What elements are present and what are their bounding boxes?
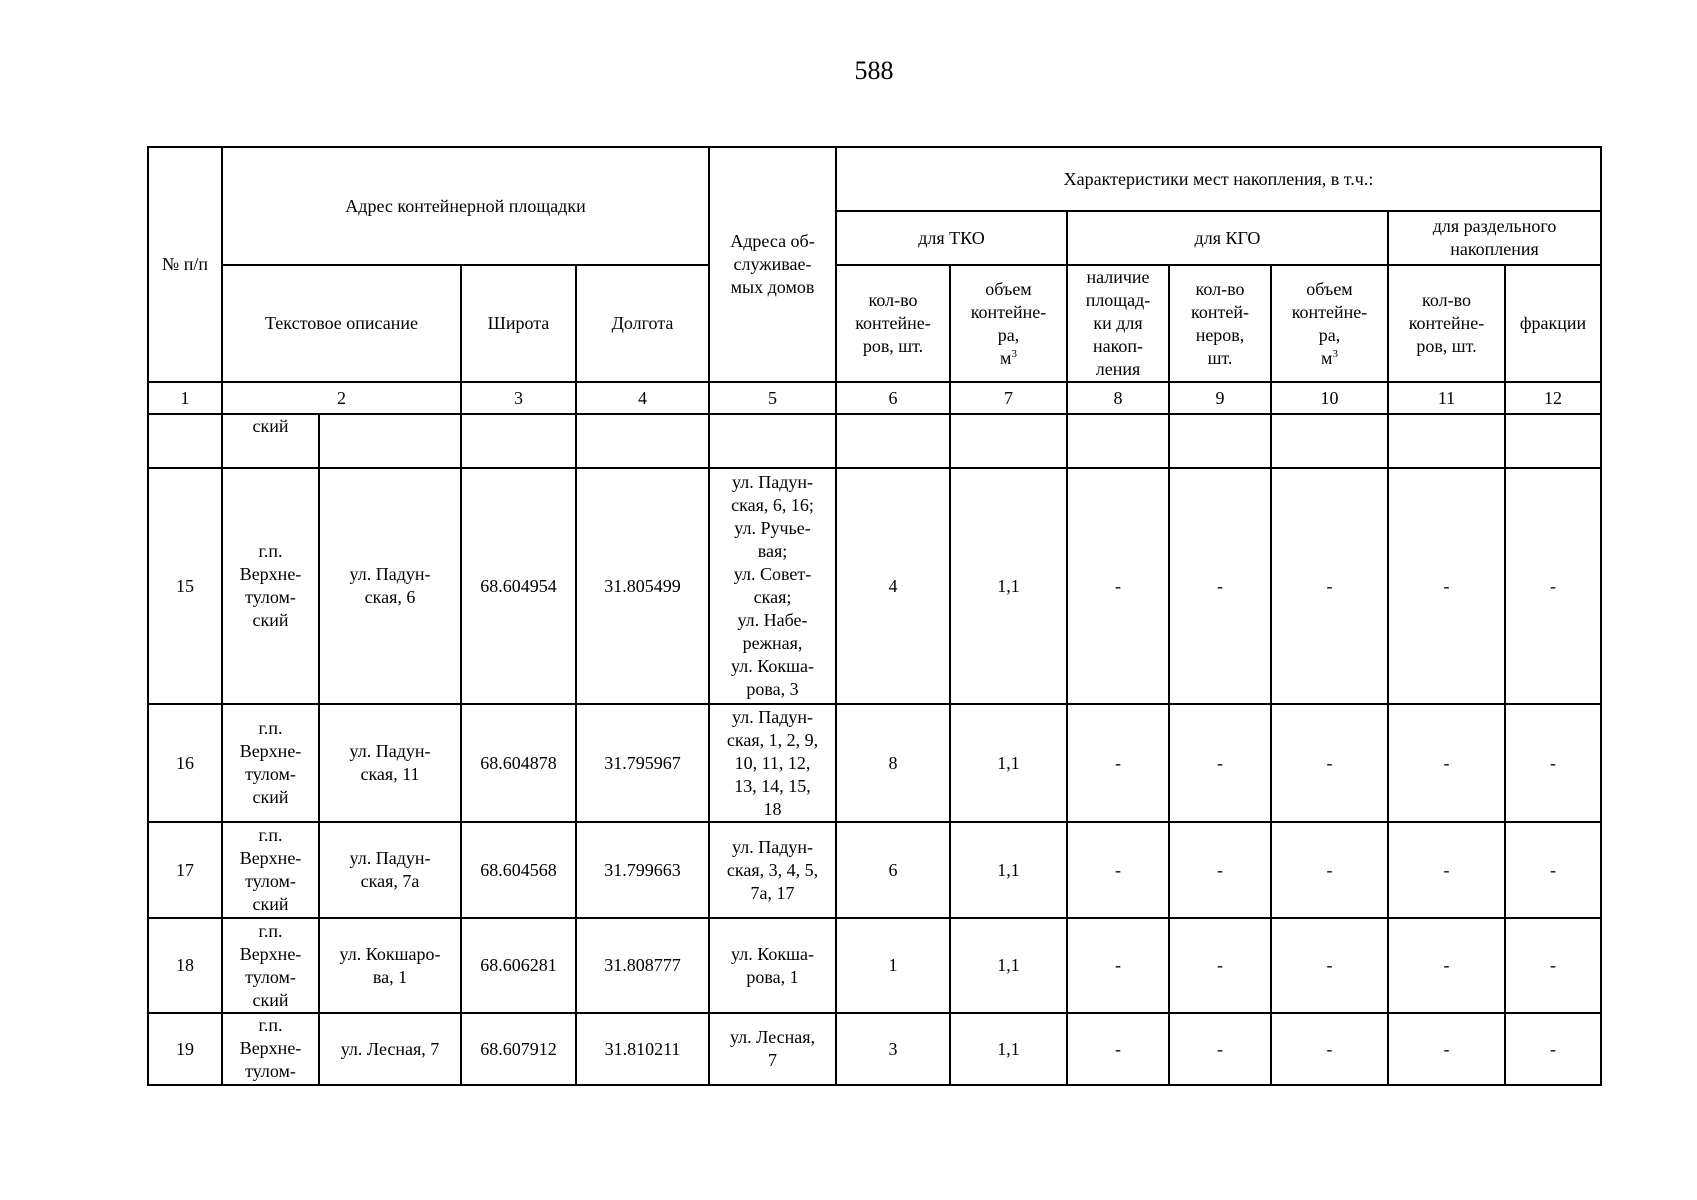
cell-kgo-count <box>1169 414 1271 468</box>
cell-sep-count <box>1388 414 1505 468</box>
cell-sep-fractions: - <box>1505 1013 1601 1085</box>
cell-settlement: г.п. Верхне- тулом- ский <box>222 822 319 918</box>
column-number: 3 <box>461 382 576 414</box>
cell-served: ул. Падун- ская, 1, 2, 9, 10, 11, 12, 13, 14, 15, 18 <box>709 704 836 822</box>
cell-kgo-volume <box>1271 414 1388 468</box>
cell-kgo-volume: - <box>1271 1013 1388 1085</box>
continuation-row <box>148 414 1601 468</box>
column-number: 2 <box>222 382 461 414</box>
cell-tko-count: 8 <box>836 704 950 822</box>
cell-street <box>319 414 461 468</box>
cell-street: ул. Падун- ская, 11 <box>319 704 461 822</box>
header-row-no: № п/п <box>148 147 222 382</box>
cell-served: ул. Кокша- рова, 1 <box>709 918 836 1013</box>
cell-settlement: г.п. Верхне- тулом- ский <box>222 704 319 822</box>
header-served-houses: Адреса об- служивае- мых домов <box>709 147 836 382</box>
cell-tko-volume: 1,1 <box>950 468 1067 704</box>
cell-kgo-count: - <box>1169 704 1271 822</box>
cell-lat <box>461 414 576 468</box>
header-tko: для ТКО <box>836 211 1067 265</box>
header-kgo-volume-unit: $м^3$ <box>1321 347 1338 368</box>
header-tko-volume <box>950 265 1067 382</box>
header-tko-count: кол-во контейне- ров, шт. <box>836 265 950 382</box>
cell-kgo-volume: - <box>1271 704 1388 822</box>
cell-kgo-volume: - <box>1271 822 1388 918</box>
cell-kgo-count: - <box>1169 822 1271 918</box>
cell-kgo-count: - <box>1169 918 1271 1013</box>
column-number-row <box>148 382 1601 414</box>
cell-settlement: г.п. Верхне- тулом- ский <box>222 918 319 1013</box>
column-number: 12 <box>1505 382 1601 414</box>
column-number: 9 <box>1169 382 1271 414</box>
column-number: 6 <box>836 382 950 414</box>
cell-lat: 68.604954 <box>461 468 576 704</box>
cell-tko-count: 3 <box>836 1013 950 1085</box>
cell-sep-fractions: - <box>1505 468 1601 704</box>
cell-lon: 31.810211 <box>576 1013 709 1085</box>
cell-lat: 68.604878 <box>461 704 576 822</box>
header-text-description: Текстовое описание <box>222 265 461 382</box>
cell-tko-count: 4 <box>836 468 950 704</box>
header-kgo-volume-label: объем контейне- ра, <box>1291 278 1368 345</box>
column-number: 4 <box>576 382 709 414</box>
table-row <box>148 822 1601 918</box>
cell-tko-volume: 1,1 <box>950 1013 1067 1085</box>
table-row <box>148 468 1601 704</box>
column-number: 7 <box>950 382 1067 414</box>
cell-tko-count <box>836 414 950 468</box>
column-number: 10 <box>1271 382 1388 414</box>
cell-street: ул. Падун- ская, 7а <box>319 822 461 918</box>
cell-settlement: г.п. Верхне- тулом- <box>222 1013 319 1085</box>
cell-no: 19 <box>148 1013 222 1085</box>
cell-sep-count: - <box>1388 1013 1505 1085</box>
cell-street: ул. Падун- ская, 6 <box>319 468 461 704</box>
header-tko-volume-label: объем контейне- ра, <box>970 278 1047 345</box>
header-kgo-count: кол-во контей- неров, шт. <box>1169 265 1271 382</box>
cell-settlement: ский <box>222 414 319 468</box>
cell-kgo-count: - <box>1169 468 1271 704</box>
cell-lat: 68.604568 <box>461 822 576 918</box>
cell-kgo-presence: - <box>1067 704 1169 822</box>
header-longitude: Долгота <box>576 265 709 382</box>
cell-lat: 68.607912 <box>461 1013 576 1085</box>
header-kgo-volume <box>1271 265 1388 382</box>
cell-no: 17 <box>148 822 222 918</box>
cell-kgo-presence <box>1067 414 1169 468</box>
cell-sep-fractions: - <box>1505 822 1601 918</box>
header-characteristics: Характеристики мест накопления, в т.ч.: <box>836 147 1601 211</box>
header-separate: для раздельного накопления <box>1388 211 1601 265</box>
cell-tko-count: 6 <box>836 822 950 918</box>
cell-sep-count: - <box>1388 704 1505 822</box>
header-kgo-presence: наличие площад- ки для накоп- ления <box>1067 265 1169 382</box>
cell-no: 18 <box>148 918 222 1013</box>
cell-street: ул. Лесная, 7 <box>319 1013 461 1085</box>
container-site-table <box>147 146 1602 1086</box>
cell-kgo-presence: - <box>1067 822 1169 918</box>
cell-no: 16 <box>148 704 222 822</box>
cell-lon <box>576 414 709 468</box>
column-number: 8 <box>1067 382 1169 414</box>
header-kgo: для КГО <box>1067 211 1388 265</box>
cell-kgo-presence: - <box>1067 918 1169 1013</box>
cell-served: ул. Лесная, 7 <box>709 1013 836 1085</box>
table-row <box>148 704 1601 822</box>
cell-sep-count: - <box>1388 918 1505 1013</box>
cell-no <box>148 414 222 468</box>
header-sep-fractions: фракции <box>1505 265 1601 382</box>
cell-tko-volume <box>950 414 1067 468</box>
page-number: 588 <box>854 56 894 85</box>
cell-served: ул. Падун- ская, 3, 4, 5, 7а, 17 <box>709 822 836 918</box>
cell-kgo-presence: - <box>1067 468 1169 704</box>
header-address: Адрес контейнерной площадки <box>222 147 709 265</box>
cell-tko-volume: 1,1 <box>950 822 1067 918</box>
cell-sep-count: - <box>1388 468 1505 704</box>
cell-settlement: г.п. Верхне- тулом- ский <box>222 468 319 704</box>
cell-kgo-presence: - <box>1067 1013 1169 1085</box>
column-number: 11 <box>1388 382 1505 414</box>
cell-street: ул. Кокшаро- ва, 1 <box>319 918 461 1013</box>
cell-served: ул. Падун- ская, 6, 16; ул. Ручье- вая; ул. Совет- ская; ул. Набе- режная, ул. Кокша- рова, 3 <box>709 468 836 704</box>
cell-lon: 31.795967 <box>576 704 709 822</box>
column-number: 1 <box>148 382 222 414</box>
cell-kgo-volume: - <box>1271 918 1388 1013</box>
cell-lat: 68.606281 <box>461 918 576 1013</box>
header-tko-volume-unit: $м^3$ <box>1000 347 1017 368</box>
column-number: 5 <box>709 382 836 414</box>
cell-lon: 31.799663 <box>576 822 709 918</box>
table-row <box>148 918 1601 1013</box>
cell-served <box>709 414 836 468</box>
table-row <box>148 1013 1601 1085</box>
header-sep-count: кол-во контейне- ров, шт. <box>1388 265 1505 382</box>
cell-kgo-count: - <box>1169 1013 1271 1085</box>
cell-lon: 31.805499 <box>576 468 709 704</box>
cell-tko-volume: 1,1 <box>950 918 1067 1013</box>
cell-kgo-volume: - <box>1271 468 1388 704</box>
cell-sep-fractions: - <box>1505 918 1601 1013</box>
header-latitude: Широта <box>461 265 576 382</box>
cell-no: 15 <box>148 468 222 704</box>
cell-lon: 31.808777 <box>576 918 709 1013</box>
cell-tko-volume: 1,1 <box>950 704 1067 822</box>
cell-tko-count: 1 <box>836 918 950 1013</box>
cell-sep-fractions: - <box>1505 704 1601 822</box>
cell-sep-count: - <box>1388 822 1505 918</box>
cell-sep-fractions <box>1505 414 1601 468</box>
